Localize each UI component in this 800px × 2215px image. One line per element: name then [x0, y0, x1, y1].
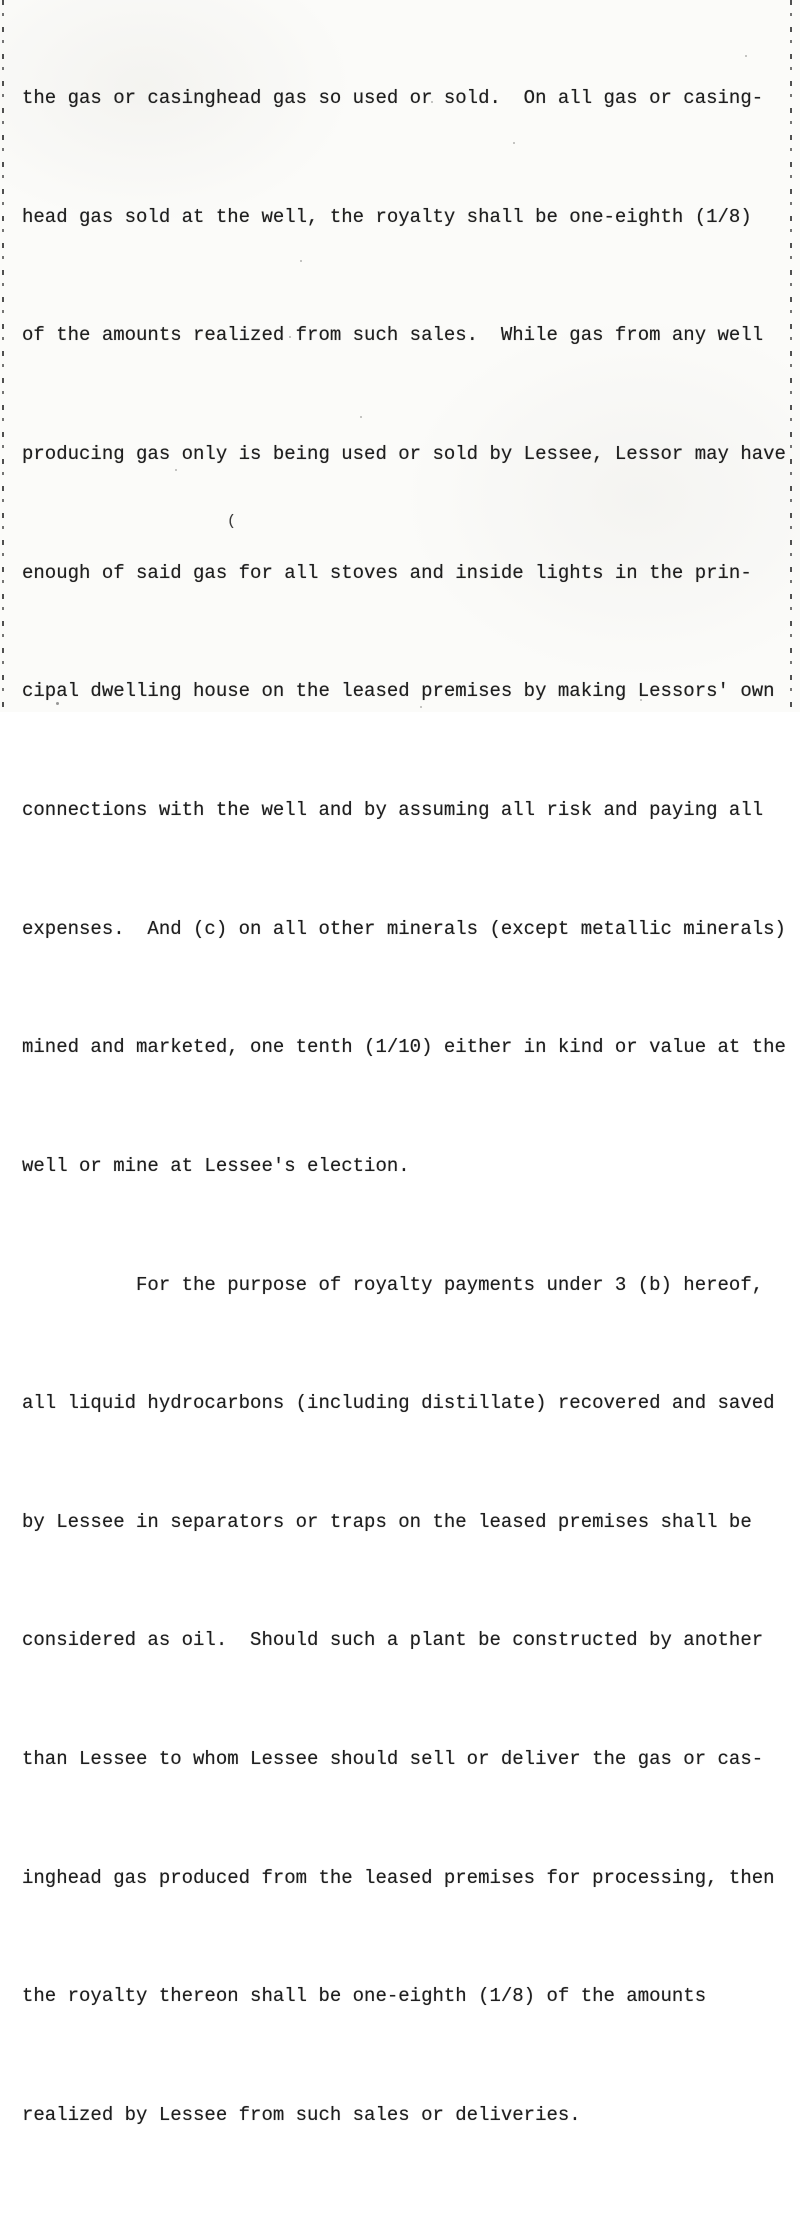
text-line: the royalty thereon shall be one-eighth (1/8) of the amounts	[22, 1985, 707, 2008]
left-scan-edge-dashed-line	[2, 0, 4, 712]
text-line: head gas sold at the well, the royalty shall be one-eighth (1/8)	[22, 205, 752, 228]
text-line: by Lessee in separators or traps on the leased premises shall be	[22, 1510, 752, 1533]
scan-speck	[640, 699, 642, 701]
text-line: mined and marketed, one tenth (1/10) either in kind or value at the	[22, 1036, 786, 1059]
text-line: For the purpose of royalty payments under 3 (b) hereof,	[22, 1273, 764, 1296]
text-line: considered as oil. Should such a plant be constructed by another	[22, 1629, 764, 1652]
text-line: inghead gas produced from the leased premises for processing, then	[22, 1866, 775, 1889]
text-line: of the amounts realized from such sales. While gas from any well	[22, 324, 764, 347]
scan-speck	[745, 55, 747, 57]
text-line: enough of said gas for all stoves and inside lights in the prin-	[22, 561, 752, 584]
scan-speck	[513, 142, 515, 144]
text-line: cipal dwelling house on the leased premises by making Lessors' own	[22, 680, 775, 703]
text-line: than Lessee to whom Lessee should sell or deliver the gas or cas-	[22, 1748, 764, 1771]
scan-speck	[289, 336, 291, 338]
stray-pen-mark: (	[227, 513, 237, 530]
scan-speck	[360, 416, 362, 418]
text-line: producing gas only is being used or sold by Lessee, Lessor may have	[22, 443, 786, 466]
scan-speck	[300, 260, 302, 262]
scan-speck	[56, 702, 59, 705]
scan-speck	[420, 706, 422, 708]
document-text-block	[22, 0, 798, 2215]
scan-speck	[175, 469, 177, 471]
text-line: realized by Lessee from such sales or deliveries.	[22, 2103, 581, 2126]
text-line: expenses. And (c) on all other minerals (except metallic minerals)	[22, 917, 786, 940]
scan-speck	[431, 101, 433, 103]
text-line: well or mine at Lessee's election.	[22, 1154, 410, 1177]
text-line: the gas or casinghead gas so used or sold. On all gas or casing-	[22, 87, 764, 110]
text-line: all liquid hydrocarbons (including distillate) recovered and saved	[22, 1392, 775, 1415]
text-line: connections with the well and by assuming all risk and paying all	[22, 798, 764, 821]
